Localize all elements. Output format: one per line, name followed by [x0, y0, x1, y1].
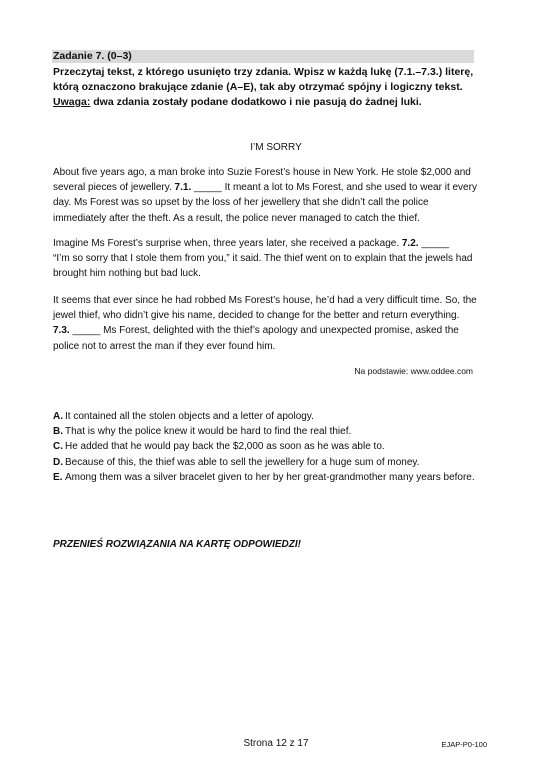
- gap-7-3-label: 7.3.: [53, 325, 70, 337]
- option-letter: E.: [53, 471, 63, 483]
- gap-7-3-blank: _____: [69, 325, 104, 337]
- p1-end: It meant a lot to Ms Forest, and she used to wear it every day. Ms Forest was so upset by the loss of her jewellery that she didn’t call the police immediately after the theft. As a result, the police never managed to catch the thief.: [53, 182, 477, 224]
- option-text: He added that he would pay back the $2,000 as soon as he was able to.: [65, 441, 385, 453]
- option-c: [53, 439, 478, 454]
- option-text: Because of this, the thief was able to sell the jewellery for a huge sum of money.: [65, 456, 420, 468]
- option-d: [53, 455, 478, 470]
- transfer-answers-note: PRZENIEŚ ROZWIĄZANIA NA KARTĘ ODPOWIEDZI!: [53, 539, 301, 550]
- option-a: [53, 409, 478, 424]
- note-label: Uwaga:: [53, 96, 91, 108]
- task-instruction: [53, 65, 483, 110]
- instruction-line-1: Przeczytaj tekst, z którego usunięto trzy zdania. Wpisz w każdą lukę (7.1.–7.3.) literę,: [53, 66, 474, 78]
- instruction-note: [53, 95, 483, 110]
- option-letter: D.: [53, 456, 63, 468]
- story-title: I’M SORRY: [250, 142, 302, 153]
- gap-7-1-label: 7.1.: [174, 182, 192, 194]
- option-b: [53, 424, 478, 439]
- p1-start: About five years ago, a man broke into Suzie Forest’s house in New York. He stole $2,000 and several pieces of jewellery.: [53, 167, 471, 194]
- note-text: dwa zdania zostały podane dodatkowo i nie pasują do żadnej luki.: [90, 96, 422, 108]
- gap-7-1-blank: _____: [191, 182, 225, 194]
- option-e: [53, 470, 478, 485]
- task-title: Zadanie 7. (0–3): [53, 50, 132, 62]
- page-number: Strona 12 z 17: [243, 738, 309, 749]
- instruction-line-2: którą oznaczono brakujące zdanie (A–E), tak aby otrzymać spójny i logiczny tekst.: [53, 81, 463, 93]
- option-text: That is why the police knew it would be hard to find the real thief.: [65, 426, 352, 438]
- story-paragraph-1: [53, 165, 478, 226]
- option-text: It contained all the stolen objects and a letter of apology.: [65, 411, 314, 422]
- story-paragraph-3: [53, 293, 478, 354]
- story-paragraph-2: [53, 236, 478, 282]
- option-letter: C.: [53, 441, 63, 453]
- p3-end: Ms Forest, delighted with the thief’s apology and unexpected promise, asked the police not to arrest the man if they ever found him.: [53, 325, 459, 352]
- gap-7-2-blank: _____: [418, 238, 450, 249]
- p2-start: Imagine Ms Forest’s surprise when, three years later, she received a package.: [53, 238, 402, 249]
- gap-7-2-label: 7.2.: [401, 238, 419, 249]
- p3-start: It seems that ever since he had robbed Ms Forest’s house, he’d had a very difficult time. So, the jewel thief, who didn’t give his name, decided to change for the better and return everything.: [53, 295, 477, 322]
- exam-code: EJAP-P0-100: [441, 740, 487, 749]
- option-letter: B.: [53, 426, 63, 438]
- source-citation: Na podstawie: www.oddee.com: [354, 366, 473, 376]
- option-text: Among them was a silver bracelet given to her by her great-grandmother many years before.: [65, 471, 475, 483]
- p2-end: “I’m so sorry that I stole them from you,” it said. The thief went on to explain that the jewels had brought him nothing but bad luck.: [53, 253, 473, 280]
- answer-options-list: [53, 409, 478, 485]
- option-letter: A.: [53, 411, 63, 422]
